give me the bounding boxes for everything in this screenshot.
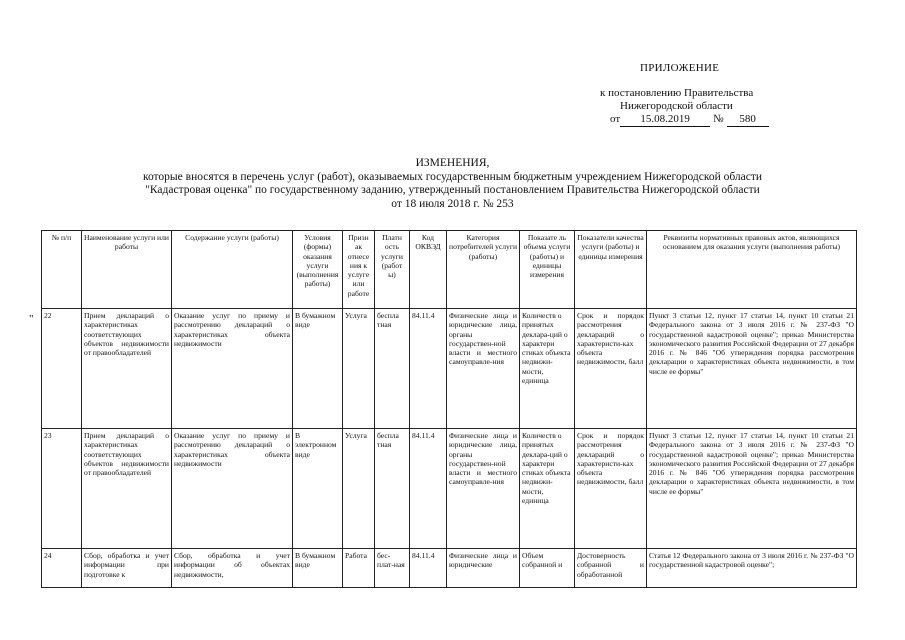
cell-consumers: Физические лица и юридические (447, 549, 520, 588)
cell-legal-acts: Пункт 3 статьи 12, пункт 17 статьи 14, пункт 10 статьи 21 Федерального закона от 3 июля 2016 г. № 237-ФЗ "О государственной кадастровой оценке"; приказ Министерства экономического развития Российской Федерации от 27 декабря 2016 г. № 846 "Об утверждения порядка рассмотрения декларации о характеристиках объекта недвижимости, в том числе ее формы" (647, 429, 857, 549)
cell-conditions: В бумажном виде (293, 549, 343, 588)
col-header-service-content: Содержание услуги (работы) (172, 231, 293, 309)
cell-service-content: Сбор, обработка и учет информации об объектах недвижимости, (172, 549, 293, 588)
cell-okved: 84.11.4 (410, 549, 447, 588)
cell-conditions: В электронном виде (293, 429, 343, 549)
cell-service-name: Прием деклараций о характеристиках соответствующих объектов недвижимости от правообладателей (82, 429, 172, 549)
col-header-conditions: Условия (формы) оказания услуги (выполнения работы) (293, 231, 343, 309)
cell-type: Работа (343, 549, 375, 588)
cell-payment: бес-плат-ная (375, 549, 410, 588)
title-line-3: "Кадастровая оценка" по государственному заданию, утвержденный постановлением Правительства Нижегородской области (145, 184, 760, 196)
cell-volume: Количеств о принятых деклара-ций о характери стиках объекта недвижи-мости, единица (520, 309, 575, 429)
col-header-volume: Показате ль объема услуги (работы) и единицы измерения (520, 231, 575, 309)
cell-service-content: Оказание услуг по приему и рассмотрению деклараций о характеристиках объекта недвижимости (172, 429, 293, 549)
cell-payment: беспла тная (375, 309, 410, 429)
opening-quote-mark: " (29, 313, 34, 325)
table-header-row (42, 231, 857, 309)
cell-type: Услуга (343, 309, 375, 429)
document-title (60, 157, 845, 211)
cell-legal-acts: Статья 12 Федерального закона от 3 июля 2016 г. № 237-ФЗ "О государственной кадастровой оценке"; (647, 549, 857, 588)
table-row (42, 549, 857, 588)
table-row (42, 309, 857, 429)
cell-okved: 84.11.4 (410, 309, 447, 429)
appendix-line-2: Нижегородской области (620, 100, 733, 112)
table-row (42, 429, 857, 549)
col-header-number: № п/п (42, 231, 82, 309)
title-line-1: ИЗМЕНЕНИЯ, (415, 157, 490, 169)
cell-volume: Количеств о принятых деклара-ций о характери стиках объекта недвижи-мости, единица (520, 429, 575, 549)
col-header-payment: Платн ость услуги (работ ы) (375, 231, 410, 309)
from-label: от (610, 113, 621, 125)
col-header-quality: Показатели качества услуги (работы) и единицы измерения (575, 231, 647, 309)
cell-number: 24 (42, 549, 82, 588)
cell-type: Услуга (343, 429, 375, 549)
cell-quality: Срок и порядок рассмотрения деклараций о характеристи-ках объекта недвижимости, балл (575, 429, 647, 549)
cell-quality: Срок и порядок рассмотрения деклараций о характеристи-ках объекта недвижимости, балл (575, 309, 647, 429)
title-line-2: которые вносятся в перечень услуг (работ), оказываемых государственным бюджетным учреждением Нижегородской области (142, 170, 763, 183)
appendix-title: ПРИЛОЖЕНИЕ (640, 62, 720, 74)
cell-okved: 84.11.4 (410, 429, 447, 549)
cell-number: 22 (42, 309, 82, 429)
cell-volume: Объем собранной и (520, 549, 575, 588)
cell-consumers: Физические лица и юридические лица, органы государствен-ной власти и местного самоуправле-ния (447, 309, 520, 429)
col-header-type: Призн ак отнесе ния к услуге или работе (343, 231, 375, 309)
number-label: № (713, 113, 724, 125)
cell-service-name: Сбор, обработка и учет информации при подготовке к (82, 549, 172, 588)
decree-date: 15.08.2019 (620, 113, 710, 127)
decree-number: 580 (727, 113, 769, 127)
cell-service-content: Оказание услуг по приему и рассмотрению деклараций о характеристиках объекта недвижимости (172, 309, 293, 429)
col-header-legal-acts: Реквизиты нормативных правовых актов, являющихся основанием для оказания услуги (выполнения работы) (647, 231, 857, 309)
cell-service-name: Прием деклараций о характеристиках соответствующих объектов недвижимости от правообладателей (82, 309, 172, 429)
cell-payment: беспла тная (375, 429, 410, 549)
appendix-date-line (610, 113, 769, 127)
col-header-okved: Код ОКВЭД (410, 231, 447, 309)
services-table (41, 230, 857, 588)
appendix-line-1: к постановлению Правительства (600, 87, 754, 99)
cell-conditions: В бумажном виде (293, 309, 343, 429)
title-line-4: от 18 июля 2018 г. № 253 (391, 197, 514, 210)
cell-legal-acts: Пункт 3 статьи 12, пункт 17 статьи 14, пункт 10 статьи 21 Федерального закона от 3 июля 2016 г. № 237-ФЗ "О государственной кадастровой оценке"; приказ Министерства экономического развития Российской Федерации от 27 декабря 2016 г. № 846 "Об утверждения порядка рассмотрения декларации о характеристиках объекта недвижимости, в том числе ее формы" (647, 309, 857, 429)
cell-consumers: Физические лица и юридические лица, органы государствен-ной власти и местного самоуправле-ния (447, 429, 520, 549)
col-header-service-name: Наименование услуги или работы (82, 231, 172, 309)
cell-number: 23 (42, 429, 82, 549)
col-header-consumers: Категория потребителей услуги (работы) (447, 231, 520, 309)
cell-quality: Достоверность собранной и обработанной (575, 549, 647, 588)
